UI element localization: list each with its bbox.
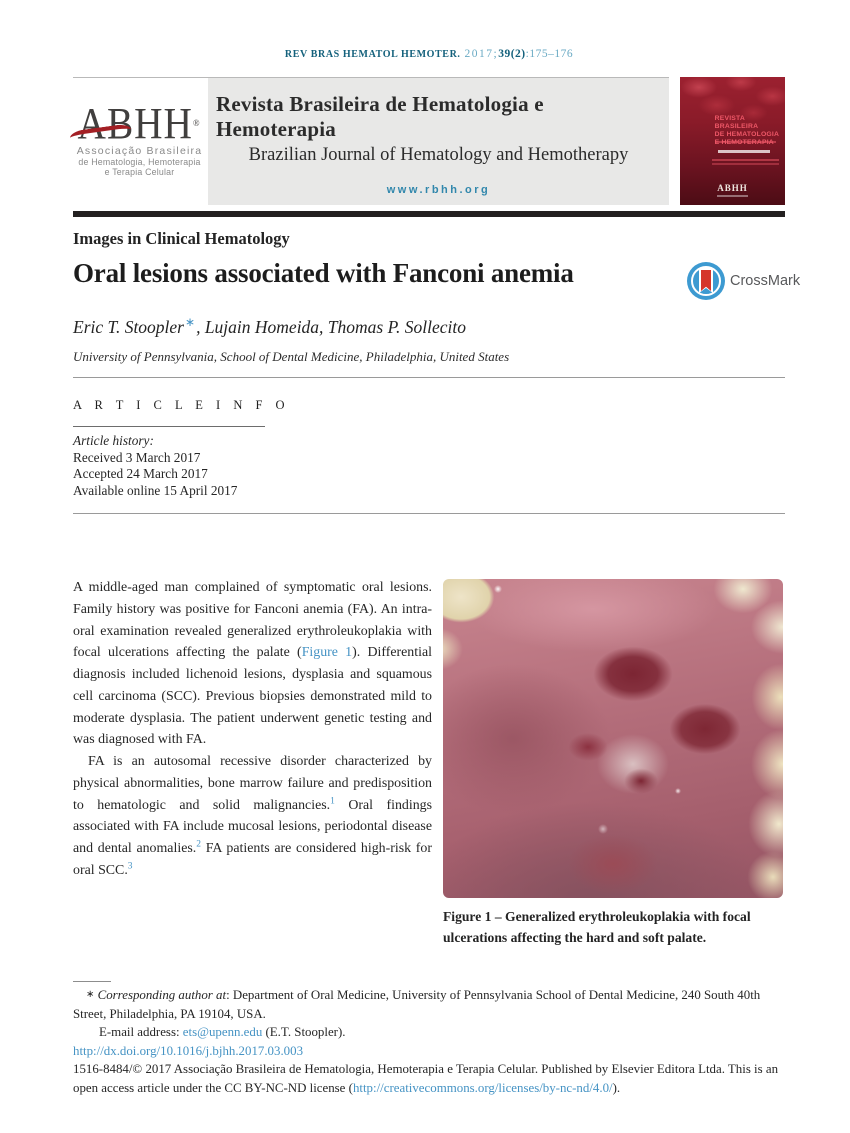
figure-1-clinical-photo	[443, 579, 783, 898]
abhh-logo	[73, 98, 206, 177]
accepted-date: Accepted 24 March 2017	[73, 466, 208, 482]
crossmark-icon	[687, 262, 725, 300]
body-text-column	[73, 577, 432, 882]
email-link[interactable]: ets@upenn.edu	[182, 1025, 263, 1040]
abhh-logo-subtitle: de Hematologia, Hemoterapia	[78, 157, 201, 167]
abhh-logo-subtitle: Associação Brasileira	[76, 145, 203, 157]
article-info-heading: A R T I C L E I N F O	[73, 398, 290, 412]
journal-masthead	[73, 77, 785, 205]
citation-journal: REV BRAS HEMATOL HEMOTER.	[284, 49, 461, 60]
citation-year: 2017;	[464, 48, 499, 60]
section-heading: Images in Clinical Hematology	[73, 229, 290, 248]
journal-website-link[interactable]: www.rbhh.org	[386, 184, 491, 196]
author-name: Eric T. Stoopler	[73, 316, 184, 337]
footnotes	[73, 986, 786, 1098]
registered-mark: ®	[193, 117, 201, 129]
journal-title-box	[208, 78, 669, 205]
figure-1-caption: Figure 1 – Generalized erythroleukoplakia with focal ulcerations affecting the hard and soft palate.	[443, 909, 751, 945]
journal-title-pt: Revista Brasileira de Hematologia e Hemoterapia	[216, 92, 544, 141]
received-date: Received 3 March 2017	[73, 449, 201, 465]
doi-line	[73, 1042, 786, 1061]
doi-link[interactable]: http://dx.doi.org/10.1016/j.bjhh.2017.03.003	[73, 1043, 304, 1058]
reference-2-link[interactable]: 2	[196, 839, 201, 850]
copyright-license-note: 1516-8484/© 2017 Associação Brasileira de Hematologia, Hemoterapia e Terapia Celular. Published by Elsevier Editora Ltda. This is an open access article under the CC BY-NC-ND license (http://creativecommons.org/licenses/by-nc-nd/4.0/).	[73, 1062, 779, 1095]
abhh-logo-text: ABHH®	[78, 101, 201, 144]
reference-1-link[interactable]: 1	[330, 795, 335, 806]
article-history-label: Article history:	[73, 433, 154, 448]
abhh-logo-subtitle: e Terapia Celular	[104, 167, 175, 177]
author-names: , Lujain Homeida, Thomas P. Sollecito	[196, 316, 467, 337]
cover-title: REVISTA BRASILEIRA DE HEMATOLOGIA	[714, 115, 780, 139]
cover-subtitle-bar	[715, 141, 776, 143]
authors-line	[73, 315, 466, 338]
paragraph-1: A middle-aged man complained of symptomatic oral lesions. Family history was positive for Fanconi anemia (FA). An intra-oral examination revealed generalized erythroleukoplakia with focal ulcerations affecting the palate (Figure 1). Differential diagnosis included lichenoid lesions, dysplasia and squamous cell carcinoma (SCC). Previous biopsies demonstrated mild to moderate dysplasia. The patient underwent genetic testing and was diagnosed with FA.	[73, 580, 432, 748]
citation-line	[73, 44, 785, 62]
email-note: E-mail address: ets@upenn.edu (E.T. Stoopler).	[99, 1025, 346, 1040]
crossmark-badge[interactable]	[687, 262, 800, 300]
cover-abhh-bar	[717, 195, 749, 197]
rule-below-affiliation	[73, 377, 785, 378]
citation-pages: :175–176	[525, 48, 574, 60]
cover-text-bar	[712, 163, 779, 165]
corresponding-author-note: ∗ Corresponding author at: Department of Oral Medicine, University of Pennsylvania School of Dental Medicine, 240 South 40th Street, Philadelphia, PA 19104, USA.	[73, 988, 761, 1021]
article-info-rule	[73, 426, 265, 427]
license-link[interactable]: http://creativecommons.org/licenses/by-nc-nd/4.0/	[352, 1080, 613, 1095]
article-title: Oral lesions associated with Fanconi anemia	[73, 258, 574, 288]
rule-below-article-info	[73, 513, 785, 514]
journal-title-en: Brazilian Journal of Hematology and Hemotherapy	[248, 145, 629, 165]
paragraph-2: FA is an autosomal recessive disorder characterized by physical abnormalities, bone marrow failure and predisposition to hematologic and solid malignancies.$^1$ Oral findings associated with FA include mucosal lesions, periodontal disease and dental anomalies.$^2$ FA patients are considered high-risk for oral SCC.$^3$	[73, 754, 432, 878]
cover-abhh-text: ABHH	[717, 183, 748, 193]
citation-volume: 39(2)	[498, 48, 526, 60]
corresponding-author-asterisk-link[interactable]: ∗	[185, 315, 196, 329]
affiliation: University of Pennsylvania, School of Dental Medicine, Philadelphia, United States	[73, 349, 510, 364]
masthead-divider-bar	[73, 211, 785, 217]
cover-text-bar	[712, 159, 779, 161]
figure-1-link[interactable]: Figure 1	[301, 645, 353, 661]
cover-volume-bar	[718, 150, 771, 153]
footnote-rule	[73, 981, 111, 982]
reference-3-link[interactable]: 3	[127, 861, 133, 872]
available-online-date: Available online 15 April 2017	[73, 482, 238, 498]
crossmark-label: CrossMark	[730, 273, 801, 289]
journal-cover-thumbnail	[680, 77, 785, 205]
article-info-body	[73, 433, 237, 499]
